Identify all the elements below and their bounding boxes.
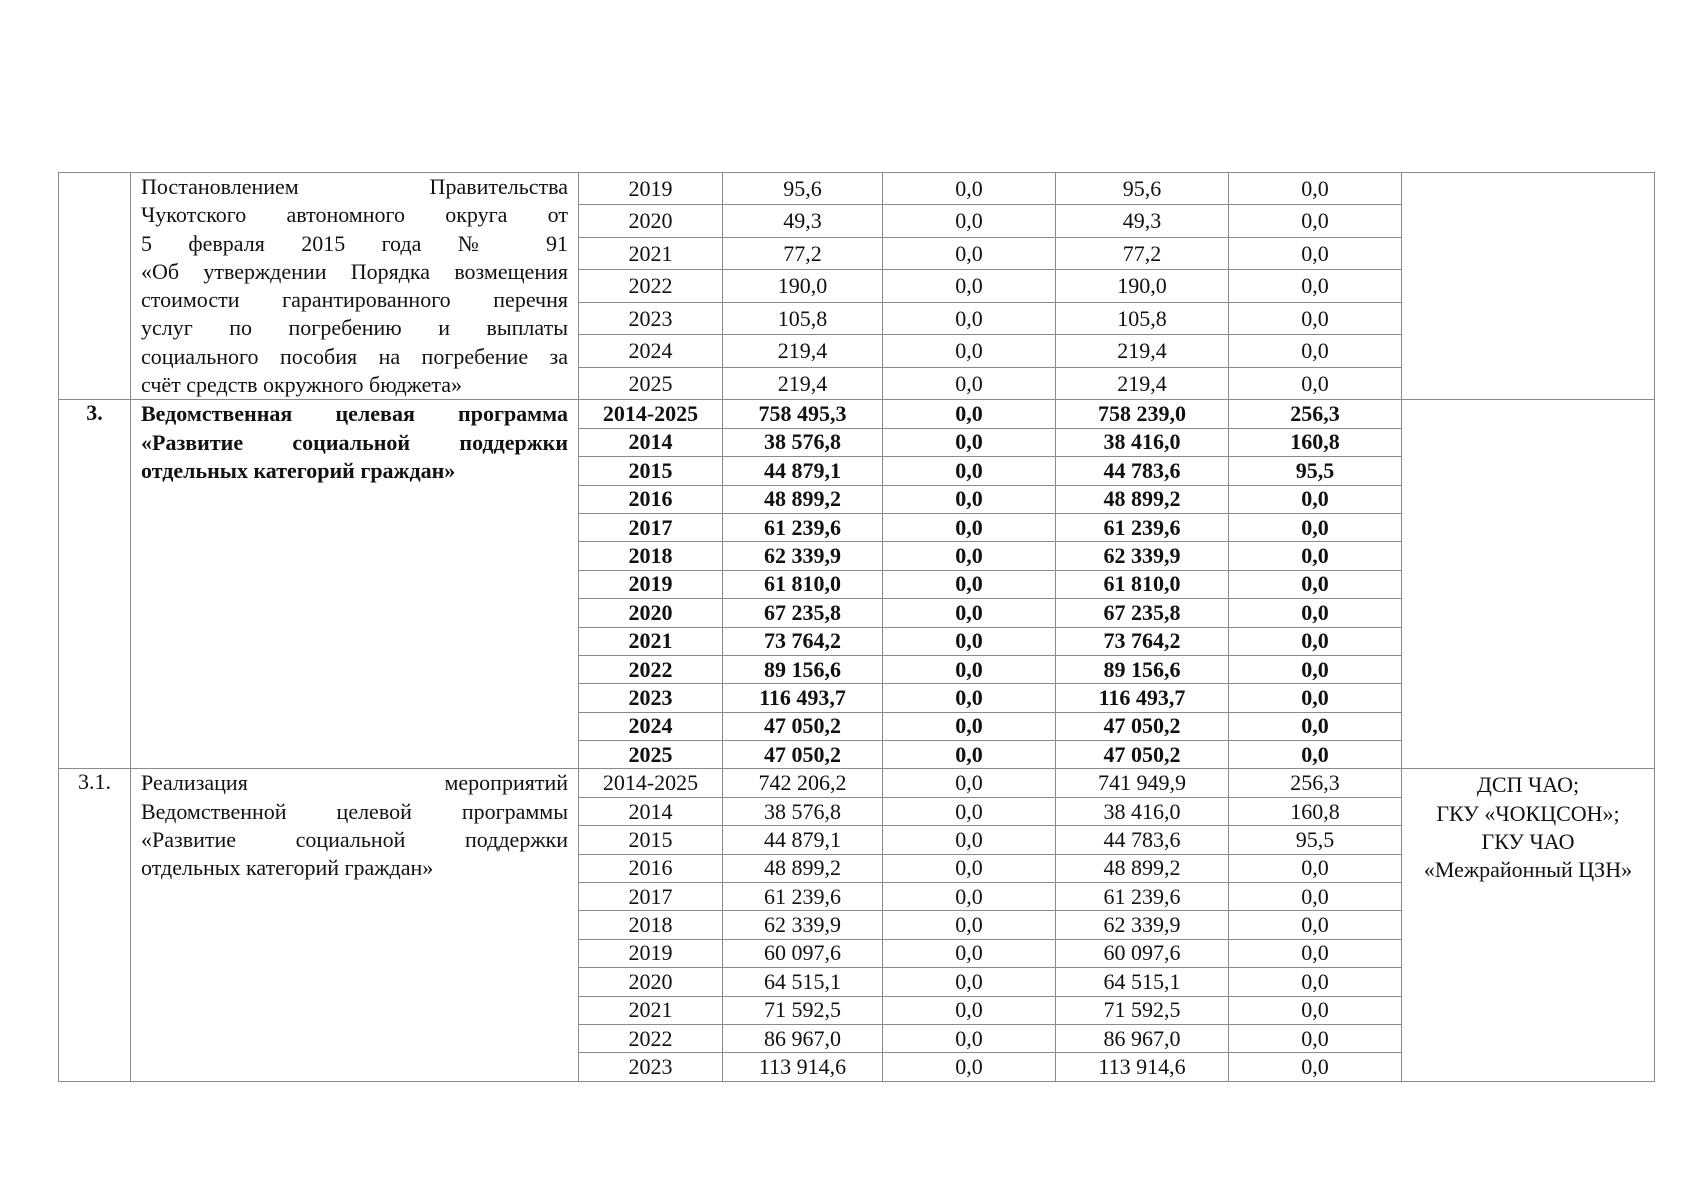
year-cell: 2016 <box>579 854 723 882</box>
other-cell: 95,5 <box>1229 457 1402 485</box>
total-cell: 190,0 <box>723 270 883 302</box>
total-cell: 48 899,2 <box>723 485 883 513</box>
year-cell: 2017 <box>579 513 723 541</box>
regional-cell: 48 899,2 <box>1056 485 1229 513</box>
federal-cell: 0,0 <box>883 712 1056 740</box>
other-cell: 0,0 <box>1229 968 1402 996</box>
item-number-cell <box>59 173 131 400</box>
federal-cell: 0,0 <box>883 335 1056 367</box>
item-number-cell: 3.1. <box>59 769 131 1081</box>
federal-cell: 0,0 <box>883 205 1056 237</box>
other-cell: 160,8 <box>1229 428 1402 456</box>
federal-cell: 0,0 <box>883 996 1056 1024</box>
year-cell: 2016 <box>579 485 723 513</box>
regional-cell: 89 156,6 <box>1056 655 1229 683</box>
year-cell: 2018 <box>579 542 723 570</box>
item-name-line: стоимости гарантированного перечня <box>141 287 568 313</box>
item-name-line: «Развитие социальной поддержки <box>141 429 568 455</box>
regional-cell: 38 416,0 <box>1056 797 1229 825</box>
total-cell: 67 235,8 <box>723 599 883 627</box>
regional-cell: 77,2 <box>1056 237 1229 269</box>
executor-cell <box>1402 400 1655 769</box>
year-cell: 2015 <box>579 457 723 485</box>
regional-cell: 61 810,0 <box>1056 570 1229 598</box>
federal-cell: 0,0 <box>883 911 1056 939</box>
item-name-line: Ведомственная целевая программа <box>141 401 568 427</box>
federal-cell: 0,0 <box>883 797 1056 825</box>
total-cell: 77,2 <box>723 237 883 269</box>
total-cell: 44 879,1 <box>723 457 883 485</box>
total-cell: 113 914,6 <box>723 1053 883 1081</box>
item-name-line: Реализация мероприятий <box>141 770 568 796</box>
regional-cell: 64 515,1 <box>1056 968 1229 996</box>
regional-cell: 116 493,7 <box>1056 684 1229 712</box>
funding-table-body <box>59 173 1655 1082</box>
other-cell: 0,0 <box>1229 655 1402 683</box>
total-cell: 61 239,6 <box>723 883 883 911</box>
federal-cell: 0,0 <box>883 655 1056 683</box>
total-cell: 61 810,0 <box>723 570 883 598</box>
regional-cell: 105,8 <box>1056 302 1229 334</box>
total-cell: 73 764,2 <box>723 627 883 655</box>
federal-cell: 0,0 <box>883 939 1056 967</box>
year-cell: 2020 <box>579 599 723 627</box>
federal-cell: 0,0 <box>883 428 1056 456</box>
other-cell: 0,0 <box>1229 939 1402 967</box>
other-cell: 0,0 <box>1229 570 1402 598</box>
year-cell: 2021 <box>579 627 723 655</box>
federal-cell: 0,0 <box>883 826 1056 854</box>
total-cell: 89 156,6 <box>723 655 883 683</box>
regional-cell: 741 949,9 <box>1056 769 1229 797</box>
total-cell: 44 879,1 <box>723 826 883 854</box>
total-cell: 86 967,0 <box>723 1024 883 1052</box>
executor-line: «Межрайонный ЦЗН» <box>1423 857 1633 883</box>
item-name-line: Чукотского автономного округа от <box>141 202 568 228</box>
total-cell: 116 493,7 <box>723 684 883 712</box>
regional-cell: 47 050,2 <box>1056 712 1229 740</box>
other-cell: 0,0 <box>1229 485 1402 513</box>
total-cell: 64 515,1 <box>723 968 883 996</box>
other-cell: 0,0 <box>1229 911 1402 939</box>
regional-cell: 67 235,8 <box>1056 599 1229 627</box>
year-cell: 2021 <box>579 237 723 269</box>
federal-cell: 0,0 <box>883 1024 1056 1052</box>
item-name-line: 5 февраля 2015 года № 91 <box>141 230 568 256</box>
other-cell: 0,0 <box>1229 741 1402 769</box>
funding-table <box>58 172 1655 1082</box>
year-cell: 2025 <box>579 741 723 769</box>
total-cell: 48 899,2 <box>723 854 883 882</box>
total-cell: 742 206,2 <box>723 769 883 797</box>
federal-cell: 0,0 <box>883 883 1056 911</box>
item-name-cell <box>131 769 579 1081</box>
federal-cell: 0,0 <box>883 513 1056 541</box>
other-cell: 95,5 <box>1229 826 1402 854</box>
regional-cell: 86 967,0 <box>1056 1024 1229 1052</box>
total-cell: 95,6 <box>723 173 883 205</box>
other-cell: 0,0 <box>1229 367 1402 400</box>
total-cell: 61 239,6 <box>723 513 883 541</box>
regional-cell: 60 097,6 <box>1056 939 1229 967</box>
other-cell: 0,0 <box>1229 335 1402 367</box>
item-number-cell: 3. <box>59 400 131 769</box>
total-cell: 62 339,9 <box>723 542 883 570</box>
year-cell: 2022 <box>579 270 723 302</box>
regional-cell: 44 783,6 <box>1056 457 1229 485</box>
table-row <box>59 173 1655 205</box>
federal-cell: 0,0 <box>883 968 1056 996</box>
federal-cell: 0,0 <box>883 542 1056 570</box>
total-cell: 47 050,2 <box>723 712 883 740</box>
federal-cell: 0,0 <box>883 684 1056 712</box>
other-cell: 256,3 <box>1229 400 1402 428</box>
other-cell: 0,0 <box>1229 1053 1402 1081</box>
regional-cell: 219,4 <box>1056 335 1229 367</box>
year-cell: 2022 <box>579 1024 723 1052</box>
federal-cell: 0,0 <box>883 270 1056 302</box>
item-name-line: социального пособия на погребение за <box>141 343 568 369</box>
regional-cell: 71 592,5 <box>1056 996 1229 1024</box>
other-cell: 0,0 <box>1229 513 1402 541</box>
total-cell: 219,4 <box>723 367 883 400</box>
year-cell: 2025 <box>579 367 723 400</box>
other-cell: 0,0 <box>1229 302 1402 334</box>
regional-cell: 49,3 <box>1056 205 1229 237</box>
year-cell: 2019 <box>579 570 723 598</box>
regional-cell: 95,6 <box>1056 173 1229 205</box>
item-name-line: счёт средств окружного бюджета» <box>141 372 463 398</box>
item-name-line: Постановлением Правительства <box>141 174 568 199</box>
regional-cell: 113 914,6 <box>1056 1053 1229 1081</box>
regional-cell: 758 239,0 <box>1056 400 1229 428</box>
regional-cell: 48 899,2 <box>1056 854 1229 882</box>
federal-cell: 0,0 <box>883 570 1056 598</box>
regional-cell: 62 339,9 <box>1056 911 1229 939</box>
federal-cell: 0,0 <box>883 1053 1056 1081</box>
regional-cell: 61 239,6 <box>1056 513 1229 541</box>
item-name-line: «Развитие социальной поддержки <box>141 827 568 853</box>
federal-cell: 0,0 <box>883 854 1056 882</box>
other-cell: 0,0 <box>1229 1024 1402 1052</box>
federal-cell: 0,0 <box>883 741 1056 769</box>
other-cell: 0,0 <box>1229 627 1402 655</box>
year-cell: 2019 <box>579 939 723 967</box>
total-cell: 219,4 <box>723 335 883 367</box>
other-cell: 0,0 <box>1229 542 1402 570</box>
federal-cell: 0,0 <box>883 627 1056 655</box>
federal-cell: 0,0 <box>883 400 1056 428</box>
total-cell: 60 097,6 <box>723 939 883 967</box>
federal-cell: 0,0 <box>883 367 1056 400</box>
year-cell: 2014-2025 <box>579 769 723 797</box>
year-cell: 2014 <box>579 797 723 825</box>
regional-cell: 44 783,6 <box>1056 826 1229 854</box>
executor-cell <box>1402 173 1655 400</box>
federal-cell: 0,0 <box>883 237 1056 269</box>
total-cell: 49,3 <box>723 205 883 237</box>
table-row <box>59 400 1655 428</box>
table-row <box>59 769 1655 797</box>
item-name-line: Ведомственной целевой программы <box>141 798 568 824</box>
other-cell: 256,3 <box>1229 769 1402 797</box>
year-cell: 2022 <box>579 655 723 683</box>
regional-cell: 73 764,2 <box>1056 627 1229 655</box>
total-cell: 38 576,8 <box>723 797 883 825</box>
regional-cell: 219,4 <box>1056 367 1229 400</box>
other-cell: 0,0 <box>1229 883 1402 911</box>
item-name-line: услуг по погребению и выплаты <box>141 315 568 341</box>
total-cell: 62 339,9 <box>723 911 883 939</box>
other-cell: 0,0 <box>1229 854 1402 882</box>
year-cell: 2023 <box>579 302 723 334</box>
other-cell: 0,0 <box>1229 173 1402 205</box>
federal-cell: 0,0 <box>883 599 1056 627</box>
year-cell: 2019 <box>579 173 723 205</box>
regional-cell: 62 339,9 <box>1056 542 1229 570</box>
year-cell: 2017 <box>579 883 723 911</box>
executor-line: ГКУ ЧАО <box>1481 829 1575 855</box>
executor-line: ДСП ЧАО; <box>1476 772 1580 798</box>
item-name-cell <box>131 400 579 769</box>
year-cell: 2020 <box>579 205 723 237</box>
other-cell: 0,0 <box>1229 205 1402 237</box>
year-cell: 2015 <box>579 826 723 854</box>
item-name-line: отдельных категорий граждан» <box>141 855 434 881</box>
total-cell: 758 495,3 <box>723 400 883 428</box>
executor-cell <box>1402 769 1655 1081</box>
other-cell: 0,0 <box>1229 684 1402 712</box>
other-cell: 0,0 <box>1229 996 1402 1024</box>
year-cell: 2024 <box>579 712 723 740</box>
year-cell: 2024 <box>579 335 723 367</box>
other-cell: 0,0 <box>1229 599 1402 627</box>
regional-cell: 47 050,2 <box>1056 741 1229 769</box>
total-cell: 38 576,8 <box>723 428 883 456</box>
year-cell: 2020 <box>579 968 723 996</box>
year-cell: 2023 <box>579 1053 723 1081</box>
item-name-line: «Об утверждении Порядка возмещения <box>141 258 568 284</box>
year-cell: 2014 <box>579 428 723 456</box>
other-cell: 160,8 <box>1229 797 1402 825</box>
other-cell: 0,0 <box>1229 270 1402 302</box>
item-name-line: отдельных категорий граждан» <box>141 457 456 483</box>
year-cell: 2014-2025 <box>579 400 723 428</box>
regional-cell: 61 239,6 <box>1056 883 1229 911</box>
federal-cell: 0,0 <box>883 769 1056 797</box>
year-cell: 2023 <box>579 684 723 712</box>
total-cell: 71 592,5 <box>723 996 883 1024</box>
year-cell: 2018 <box>579 911 723 939</box>
other-cell: 0,0 <box>1229 237 1402 269</box>
item-name-cell <box>131 173 579 400</box>
federal-cell: 0,0 <box>883 173 1056 205</box>
federal-cell: 0,0 <box>883 302 1056 334</box>
federal-cell: 0,0 <box>883 485 1056 513</box>
executor-line: ГКУ «ЧОКЦСОН»; <box>1436 800 1620 826</box>
total-cell: 105,8 <box>723 302 883 334</box>
federal-cell: 0,0 <box>883 457 1056 485</box>
regional-cell: 38 416,0 <box>1056 428 1229 456</box>
year-cell: 2021 <box>579 996 723 1024</box>
total-cell: 47 050,2 <box>723 741 883 769</box>
regional-cell: 190,0 <box>1056 270 1229 302</box>
other-cell: 0,0 <box>1229 712 1402 740</box>
